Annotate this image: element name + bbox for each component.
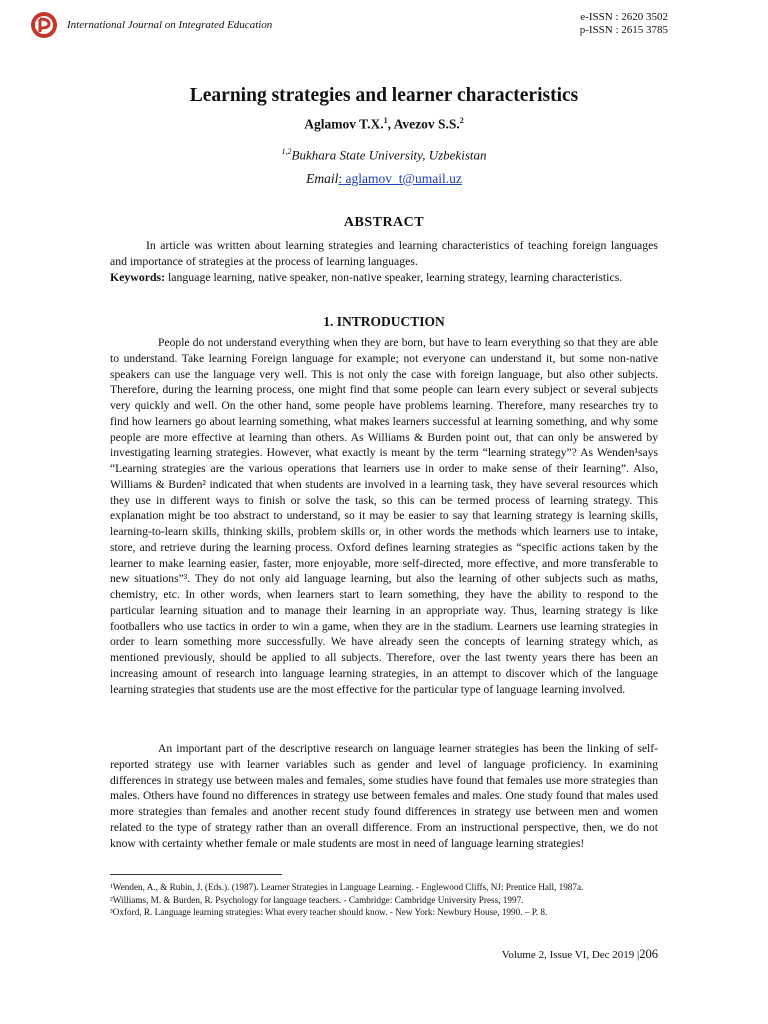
footnotes: [110, 881, 670, 919]
page-footer: [502, 947, 658, 962]
footnote-divider: [110, 874, 282, 875]
page-number: 206: [639, 947, 658, 961]
email-label: Email: [306, 171, 339, 186]
email-line: [0, 171, 768, 187]
author-1: Aglamov T.X.: [304, 116, 384, 132]
author-1-affil-mark: 1: [383, 116, 388, 125]
abstract-text: In article was written about learning strategies and learning characteristics of teaching foreign languages and importance of strategies at the process of learning languages.: [110, 238, 658, 268]
affiliation: [0, 147, 768, 163]
author-2-affil-mark: 2: [459, 116, 464, 125]
abstract-heading: ABSTRACT: [343, 215, 425, 230]
footnote-3: ³Oxford, R. Language learning strategies: What every teacher should know. - New York: Newbury House, 1990. – P. 8.: [110, 907, 548, 917]
keywords: [110, 270, 658, 286]
e-issn: e-ISSN : 2620 3502: [580, 11, 668, 23]
footnote-2: ²Williams, M. & Burden, R. Psychology for language teachers. - Cambridge: Cambridge University Press, 1997.: [110, 894, 524, 905]
affiliation-text: Bukhara State University, Uzbekistan: [291, 147, 487, 163]
volume-info: Volume 2, Issue VI, Dec 2019 |: [501, 949, 640, 961]
paper-title: Learning strategies and learner characteristics: [189, 85, 579, 106]
p-issn: p-ISSN : 2615 3785: [579, 24, 668, 36]
introduction-paragraph-2: An important part of the descriptive research on language learner strategies has been the linking of self-reported strategy use with learner variables such as gender and level of language proficiency. In examining differences in strategy use between males and females, some studies have found that females use more strategies than males. Others have found no differences in strategy use between females and males. One study found that males used more strategies than females and another recent study found differences in strategy use between men and women related to the type of strategy rather than an overall difference. From an instructional perspective, then, we do not know with certainty whether female or male students are most in need of language learning strategies!: [110, 742, 658, 850]
keywords-label: Keywords:: [110, 270, 166, 284]
author-2: Avezov S.S.: [393, 116, 460, 132]
email-link[interactable]: aglamov_t@umail.uz: [342, 171, 462, 186]
authors: [0, 116, 768, 133]
introduction-paragraph-1: People do not understand everything when they are born, but have to learn everything so that they are able to understand. Take learning Foreign language for example; not everyone can understand it, but some non-native speakers can use the language very well. This is not only the case with foreign language, but also other subjects. Therefore, during the learning process, one might find that some people can learn every subject or several subjects very quickly and well. On the other hand, some people have problems learning. Therefore, many researches try to find how learners go about learning something, what makes learners successful at learning something, and why some people are more effective at learning than others. As Williams & Burden point out, that can only be answered by investigating learning strategies. However, what exactly is meant by the term “learning strategy”? As Wenden¹says “Learning strategies are the various operations that learners use in order to make sense of their learning”. Also, Williams & Burden² indicated that when students are involved in a learning task, they have several resources which they use in different ways to finish or solve the task, so this can be termed process of learning strategy. This explanation might be too abstract to understand, so it may be easier to say that learning strategy is learning skills, learning-to-learn skills, thinking skills, problem skills or, in other words the methods which learners use to intake, store, and retrieve during the learning process. Oxford defines learning strategies as “specific actions taken by the learner to make learning easier, faster, more enjoyable, more self-directed, more effective, and more transferable to new situations”³. They do not only aid language learning, but also the learning of other subjects such as maths, chemistry, etc. In other words, when learners start to learn something, they have the ability to respond to the particular learning situation and to manage their learning in an appropriate way. Thus, learning strategy is like footballers who use tactics in order to win a game, when they are in the stadium. Learners use learning strategies in order to learn something more successfully. We have already seen the concepts of learning strategy which, as mentioned previously, should be applied to all subjects. Therefore, over the last twenty years there has been an increasing amount of research into language learning strategies, in an attempt to discover which of the language learning strategies that students use are the most effective for the particular type of language learning involved.: [110, 336, 658, 696]
introduction-heading: 1. INTRODUCTION: [323, 314, 445, 329]
footnote-1: ¹Wenden, A., & Rubin, J. (Eds.). (1987). Learner Strategies in Language Learning. - Englewood Cliffs, NJ: Prentice Hall, 1987a.: [110, 882, 584, 892]
issn-block: [548, 11, 668, 37]
keywords-list: language learning, native speaker, non-native speaker, learning strategy, learning characteristics.: [165, 270, 623, 284]
page-header: [30, 8, 668, 44]
email-colon: :: [338, 171, 343, 186]
author-separator: ,: [387, 116, 394, 132]
journal-name: International Journal on Integrated Education: [67, 19, 273, 31]
journal-logo-icon: [30, 11, 58, 39]
affiliation-marks: 1,2: [281, 147, 292, 156]
